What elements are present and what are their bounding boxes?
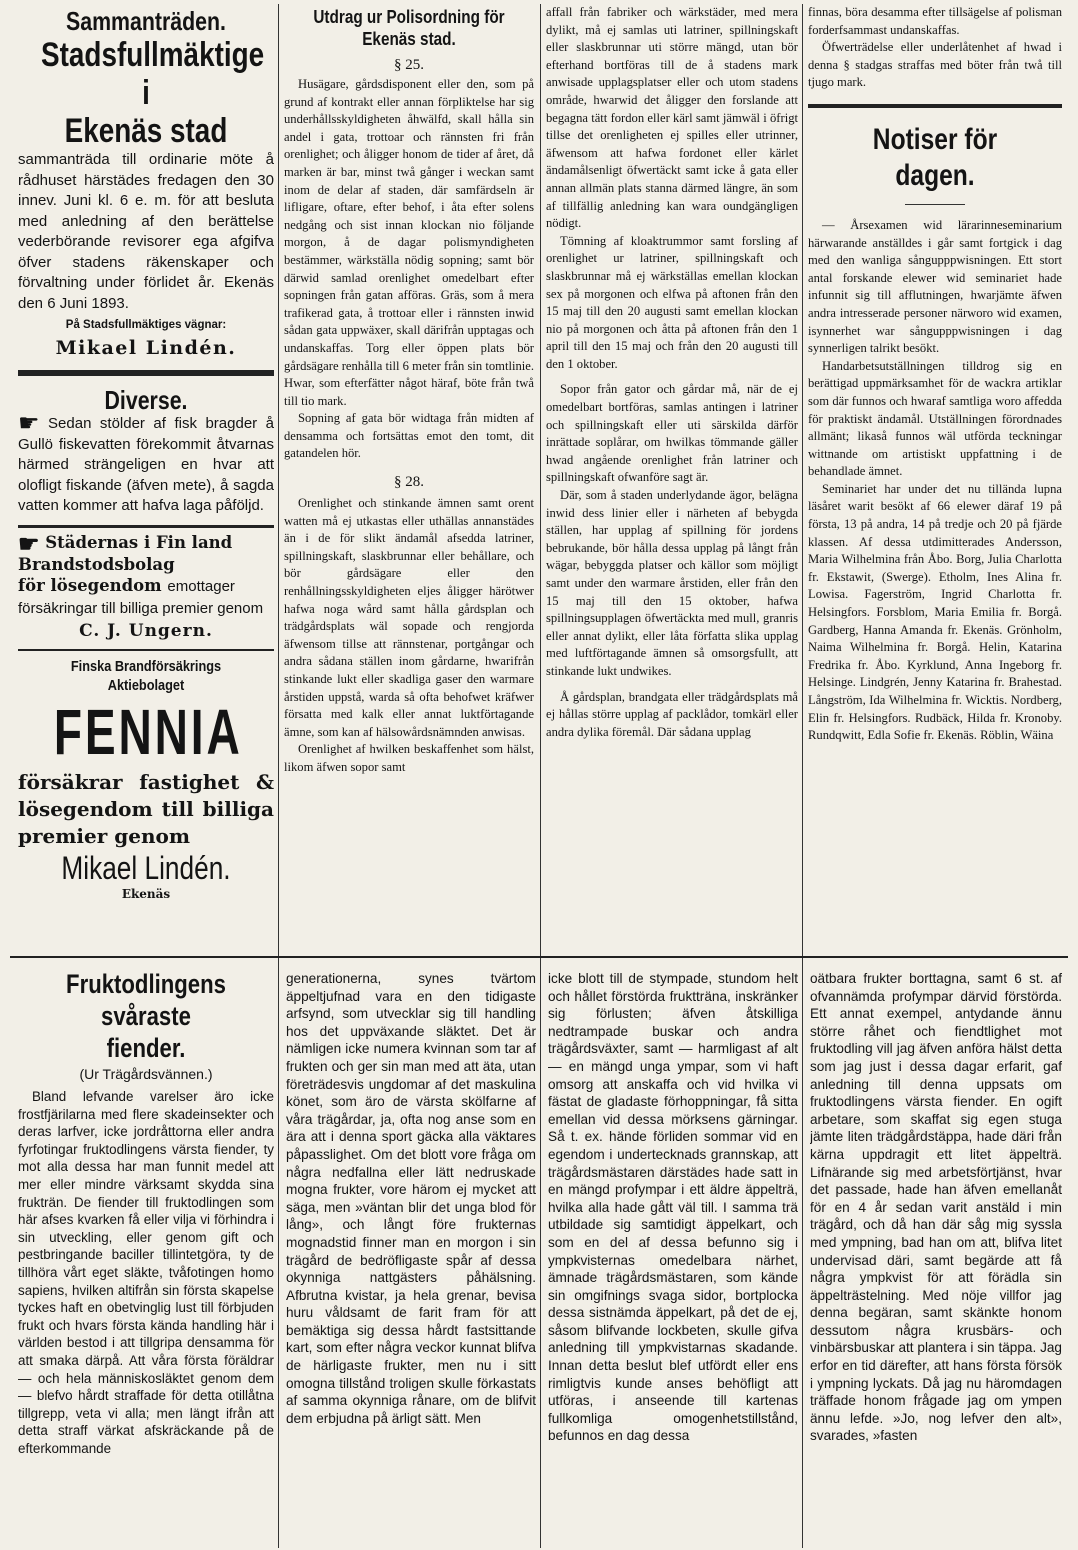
fennia-text: försäkrar fastighet & lösegendom till billiga premier genom [18,769,274,848]
column-separator [278,4,279,1548]
section-25-text-b: Sopning af gata bör widtaga från midten af densamma och fortsättas emot den tomt, dit gatandelen hör. [284,411,534,461]
section-rule [808,104,1062,108]
column-1 [18,6,274,952]
column-2 [284,6,534,952]
article-heading-2: fiender. [106,1033,186,1063]
lower-column-3 [548,970,798,1546]
section-28: § 28. [394,474,424,491]
fennia-intro-2: Aktiebolaget [107,676,185,694]
column-4 [808,4,1062,952]
police-text-e: Å gårdsplan, brandgata eller trädgårdsplats må ej hållas större upplag af packlådor, tomkärl eller andra dylika föremål. Där sådana upplag [546,689,798,739]
column-separator [802,4,803,1548]
article-source: (Ur Trägårdsvännen.) [79,1066,213,1082]
police-text-a: affall från fabriker och wärkstäder, med mera dylikt, må ej samlas uti latriner, spillningskaft eller slaskbrunnar uti större mängd, utan bör efterhand bortföras till de å stadens mark anwisade upplagsplatser eller och utom stadens område, hwarwid det åligger den forslande att begagna tätt fordon eller kärl samt jämwäl i öfrigt tillse det orenligheten ej spilles eller utrinner, äfwensom att hafwa fordonet eller kärlet ändamålsenligt öfwertäckt samt icke å gata eller annan allmän plats stanna därmed längre, än som af tillfällig anledning kan wara oundgängligen nödigt. [546,5,798,231]
notiser-heading: Notiser för dagen. [872,122,998,192]
diverse-text: Sedan stölder af fisk bragder å Gullö fiskevatten förekommit åtvarnas härmed strängeligen en hvar att olofligt fiskande (äfven mete), å sagda vatten kommer att hafva laga påföljd. [18,415,274,515]
horizontal-rule [10,956,1068,958]
police-text-top-2: Öfwerträdelse eller underlåtenhet af hwad i denna § stadgas straffas med böter från twå till tjugo mark. [808,40,1062,90]
police-heading-1: Utdrag ur Polisordning för [313,7,505,27]
section-28-text: Orenlighet och stinkande ämnen samt orent watten må ej utkastas eller uthällas annanstädes än i de för slikt ändamål afsedda latriner, spillningskaft, slaskbrunnar eller behållare, och bör gårdsägare eller den renhållningsskyldigheten eljes åligger härötwer hafwa noga wård samt hålla gårdsplan och trädgårdsplats wäl sopade och rengjorda äfwensom tillse att rännstenar, portgångar och andra sådana ställen inom gårdarne, hwarifrån stinkande lukt eller skadliga gaser den warmare årstiden uppstå, warda så ofta behofwet kräfwer försatta med kalk eller annat luktförtagande ämne, som kan af hälsowårdsnämnden anwisas. [284,496,534,739]
meeting-title-2: Ekenäs stad [64,112,228,150]
pointing-hand-icon: ☛ [18,410,40,437]
brand-paragraph [18,528,274,619]
brand-text-1: Städernas i Fin land Brandstodsbolag [18,532,233,574]
diverse-paragraph [18,410,274,517]
brand-text-3: emottager försäkringar till billiga premier genom [18,577,264,617]
section-rule [18,370,274,376]
article-col-1: Bland lefvande varelser äro icke frostfjärilarna med flere skadeinsekter och deras larfver, icke jordråttorna eller andra fyrfotingar fruktodlingens värsta fiender, ty mot alla dessa har man funnit medel att mer eller mindre värksamt skydda sina frukträn. De fiender till fruktodlingen som här afses kvarken få eller vilja vi förhindra i sin utveckling, eller genom gift och pestbringande baciller tillintetgöra, ty de tillhöra vårt eget släkte, tvåfotingen homo sapiens, hvilken altifrån sin första skapelse tyckes haft en obetvinglig lust till förbjuden frukt och hvars första kända handling här i världen bestod i att tillgripa densamma för att smaka därpå. Att våra första föräldrar — och hela människosläktet genom dem — blefvo hårdt straffade för detta otillåtna tillgrepp, veta vi alla; men längt ifrån att detta straff värkat afskräckande på de efterkommande [18,1089,274,1456]
notis-text-2: Handarbetsutställningen tilldrog sig en berättigad uppmärksamhet för de wackra artiklar som där funnos och hwaraf samtliga woro affedda för praktiskt ändamål. Utställningen förordnades allmänt; likaså funnos wäl utförda teckningar wittnande om artistiskt uppfattning i de behandlade ämnet. [808,358,1062,479]
column-3 [546,4,798,952]
article-heading-1: Fruktodlingens svåraste [66,969,226,1031]
police-text-b: Tömning af kloaktrummor samt forsling af orenlighet ur latriner, spillningskaft och slaskbrunnar må ej wärkställas emellan klockan sex på morgonen och elfwa på aftonen från den 15 maj till den 20 augusti samt emellan klockan nio på morgonen och åtta på aftonen från den 1 april till den 15 maj och från den 20 augusti till den 1 oktober. [546,233,798,371]
fennia-logo: FENNIA [53,695,243,768]
police-text-top: finnas, böra desamma efter tillsägelse af polisman forderfsammast undanskaffas. [808,5,1062,37]
section-28-text-b: Orenlighet af hwilken beskaffenhet som hälst, likom äfwen sopor samt [284,742,534,774]
meeting-text: sammanträda till ordinarie möte å rådhuset härstädes fredagen den 30 innev. Juni kl. 6 e. m. för att besluta med anledning af den berättelse vederbörande revisorer ega afgifva öfver stadens räkenskaper och förvaltning under förlidet år. Ekenäs den 6 Juni 1893. [18,151,274,312]
section-rule [18,649,274,651]
diverse-heading: Diverse. [104,385,188,415]
brand-signature: C. J. Ungern. [79,620,213,641]
meeting-authority: På Stadsfullmäktiges vägnar: [65,319,227,331]
fennia-intro-1: Finska Brandförsäkrings [70,657,222,675]
meeting-title-1: Stadsfullmäktige i [41,36,265,112]
lower-column-4 [810,970,1062,1546]
police-text-c: Sopor från gator och gårdar må, när de ej omedelbart bortföras, samlas antingen i latriner och spillningskaft eller uti särskilda därför inrättade soplårar, om hwilkas tömmande gäller hwad angående orenlighet från latriner och spillningskaft ofwanföre sagt är. [546,382,798,485]
article-col-3: icke blott till de stympade, stundom helt och hållet förstörda frukttränа, inskränker sig förlusten; äfven åtskilliga nedtrampade buskar och andra trägårdsväxter, samt — harmligast af alt — en mängd unga ympar, som vi haft omsorg att anskaffa och vid hvilka vi fästat de gladaste förhoppningar, få sitta emellan vid dessa mörksens gärningar. Så t. ex. hände förliden sommar vid en egendom i undertecknads grannskap, att trägårdsmästaren därstädes hade satt in en mängd profympar i ett äldre äppelträ, hvilka alla hade gått väl till. I samma trä utbildade sig samtidigt äppelkart, och som en del af dessa befunno sig i ympkvisternas omedelbara närhet, ämnade trägårdsmästaren, som kände sin omgifnings svaga sidor, bortplocka dessa sistnämda äppelkart, på det de ej, såsom blifvande lockbeten, skulle gifva anledning till ympkvistarnas skadande. Innan detta beslut blef utfördt eller ens rimligtvis kunde anses behöfligt att utföras, i anseende till kartenas fullkomliga omogenhetstillstånd, befunnos en dag dessa [548,971,798,1444]
police-heading-2: Ekenäs stad. [362,29,456,49]
notis-text-3: Seminariet har under det nu tillända lupna läsåret warit besökt af 66 elewer däraf 19 på första, 13 på andra, 14 på tredje och 20 på fjärde klassen. Af dessa utdimitterades Andersson, Maria Wilhelmina från Åbo. Borg, Julia Charlotta fr. Ekstawit, (Swerge). Etholm, Ines Alina fr. Lowisa. Fagerström, Ingrid Charlotta fr. Helsingfors. Forsblom, Maria Emilia fr. Borgå. Gardberg, Hanna Amanda fr. Ekenäs. Grönholm, Naima Wilhelmina fr. Borgå. Helin, Katarina Fredrika fr. Åbo. Kyrklund, Anna Ingeborg fr. Helsinge. Lindgrén, Jenny Katarina fr. Brahestad. Långström, Ida Wilhelmina fr. Wicktis. Nordberg, Elin fr. Helsingfors. Rudbäck, Hilda fr. Kronoby. Rundqwitt, Edla Sofie fr. Ekenäs. Röblin, Wäina [808,481,1062,743]
article-col-4: oätbara frukter borttagna, samt 6 st. af ofvannämda profympar därvid förstörda. Ett annat exempel, antydande ännu större råhet och fiendtlighet mot fruktodling vill jag äfven anföra hälst detta som jag just i dessa dagar erfarit, gaf anledning till denna uppsats om fruktodlingens värsta fiender. En ogift arbetare, som skaffat sig egen stuga jämte liten trädgårdstäppa, hade däri från kärna uppdragit ett litet äppelträ. Lifnärande sig med arbetsförtjänst, hvar det passade, hade han äfven emellanåt för en 4 år sedan varit anstäld i min trägård, och då han där såg mig syssla med ympning, bad han om att, blifva litet undervisad däri, samt begärde att få några ympkvist för att förädla sin äppelträstelning. Med nöje villfor jag denna begäran, samt skänkte honom dessutom några krusbärs- och vinbärsbuskar att plantera i sin täppa. Jag erfor en tid därefter, att hans första försök i ympning lyckats. Då jag nu häromdagen träffade honom frågade jag om ympen ännu lefde. »Jo, nog lefver den alt», svarades, »fasten [810,971,1062,1444]
notis-text-1: — Årsexamen wid lärarinneseminarium härwarande anställdes i går samt fortgick i dag med den wanliga sångupppwisningen. Ett stort antal forskande elewer wid seminariet hade infunnit sig till afflutningen, hwarjämte äfwen andra intresserade personer närworo wid examen, isynnerhet war sångupppwisningen i dag synnerligen talrikt besökt. [808,217,1062,356]
pointing-hand-icon: ☛ [18,528,40,558]
fennia-agent: Mikael Lindén. [61,849,231,886]
short-rule [905,204,965,205]
section-rule [18,525,274,528]
section-25-text: Husägare, gårdsdisponent eller den, som på grund af kontrakt eller annan förpliktelse har sig underhållsskyldigheten åhwälfd, skall hålla sin andel i gata, trottoar och rännsten fri från orenlighet; och åligger honom de tider af året, då marken är bar, minst twå gånger i weckan samt inom de delar af staden, där samfärdseln är lifligare, oftare, efter behof, i åta efter solens nedgång och sist innan klockan nio följande morgon, å de dagar polismyndigheten bestämmer, wärkställa nödig sopning; samt bör därwid samlad orenlighet omedelbart efter sopningen från gatan afföras. Gräs, som å mera trafikerad gata, å trottoar eller i rännsten inwid sådan gata uppwäxer, skall därifrån upptagas och undanskaffas. Torg eller öppen plats bör gårdsägare renhålla till 6 meter från sin tomtlinie. Hwar, som efterfätter något häraf, böte från twå till tio mark. [284,77,534,408]
lower-column-1 [18,968,274,1546]
meeting-heading: Sammanträden. [66,6,226,36]
lower-column-2 [286,970,536,1546]
brand-text-2: för lösegendom [18,575,162,595]
section-25: § 25. [394,57,424,73]
fennia-place: Ekenäs [121,886,171,901]
meeting-signature: Mikael Lindén. [55,337,237,359]
article-col-2: generationerna, synes tvärtom äppeltjufnad vara en den tidigaste arfsynd, som utvecklar sig till handling hos det uppväxande släktet. Det är nämligen icke numera kvinnan som tar af frukten och ger sin man med att äta, utan företrädesvis ungdomar af det maskulina könet, som äro de värsta skölfarne af våra trägårdar, ja, ofta nog anse som en ära att i denna sport gäcka alla väktares påpasslighet. Om det blott vore fråga om några nedfallna eller lätt nedruskade mogna frukter, vore härom ej mycket att säga, men »väntan blir det unga blod för lång», och långt före frukternas mognadstid finner man en morgon i sin trägård de bedröfligaste spår af dessa okynniga nattgästers påhälsning. Afbrutna kvistar, ja hela grenar, bevisa huru våldsamt de farit fram för att bemäktiga sig dessa hårdt fastsittande kart, som efter några veckor kunnat blifva de härligaste frukter, men nu i sitt omogna tillstånd troligen skulle förkastats af samma okynniga rånare, om de blifvit dem erbjudna på ärligt sätt. Men [286,971,536,1426]
police-text-d: Där, som å staden underlydande ägor, belägna inwid dess linier eller i närheten af bebygda ställen, har upplag af spillning för jordens bebrukande, bör hålla dessa upplag på långt från wägar, bebyggda platser och källor som möjligt samt under den warmare årstiden, eller från den 15 maj till den 15 oktober, hafwa spillningsupplagen öfwertäckta med mull, granris eller annat dylikt, eller låta författa slika upplag med luftförtagande ämnen så omsorgsfullt, att stinkande lukt undwikes. [546,488,798,678]
column-separator [540,4,541,1548]
